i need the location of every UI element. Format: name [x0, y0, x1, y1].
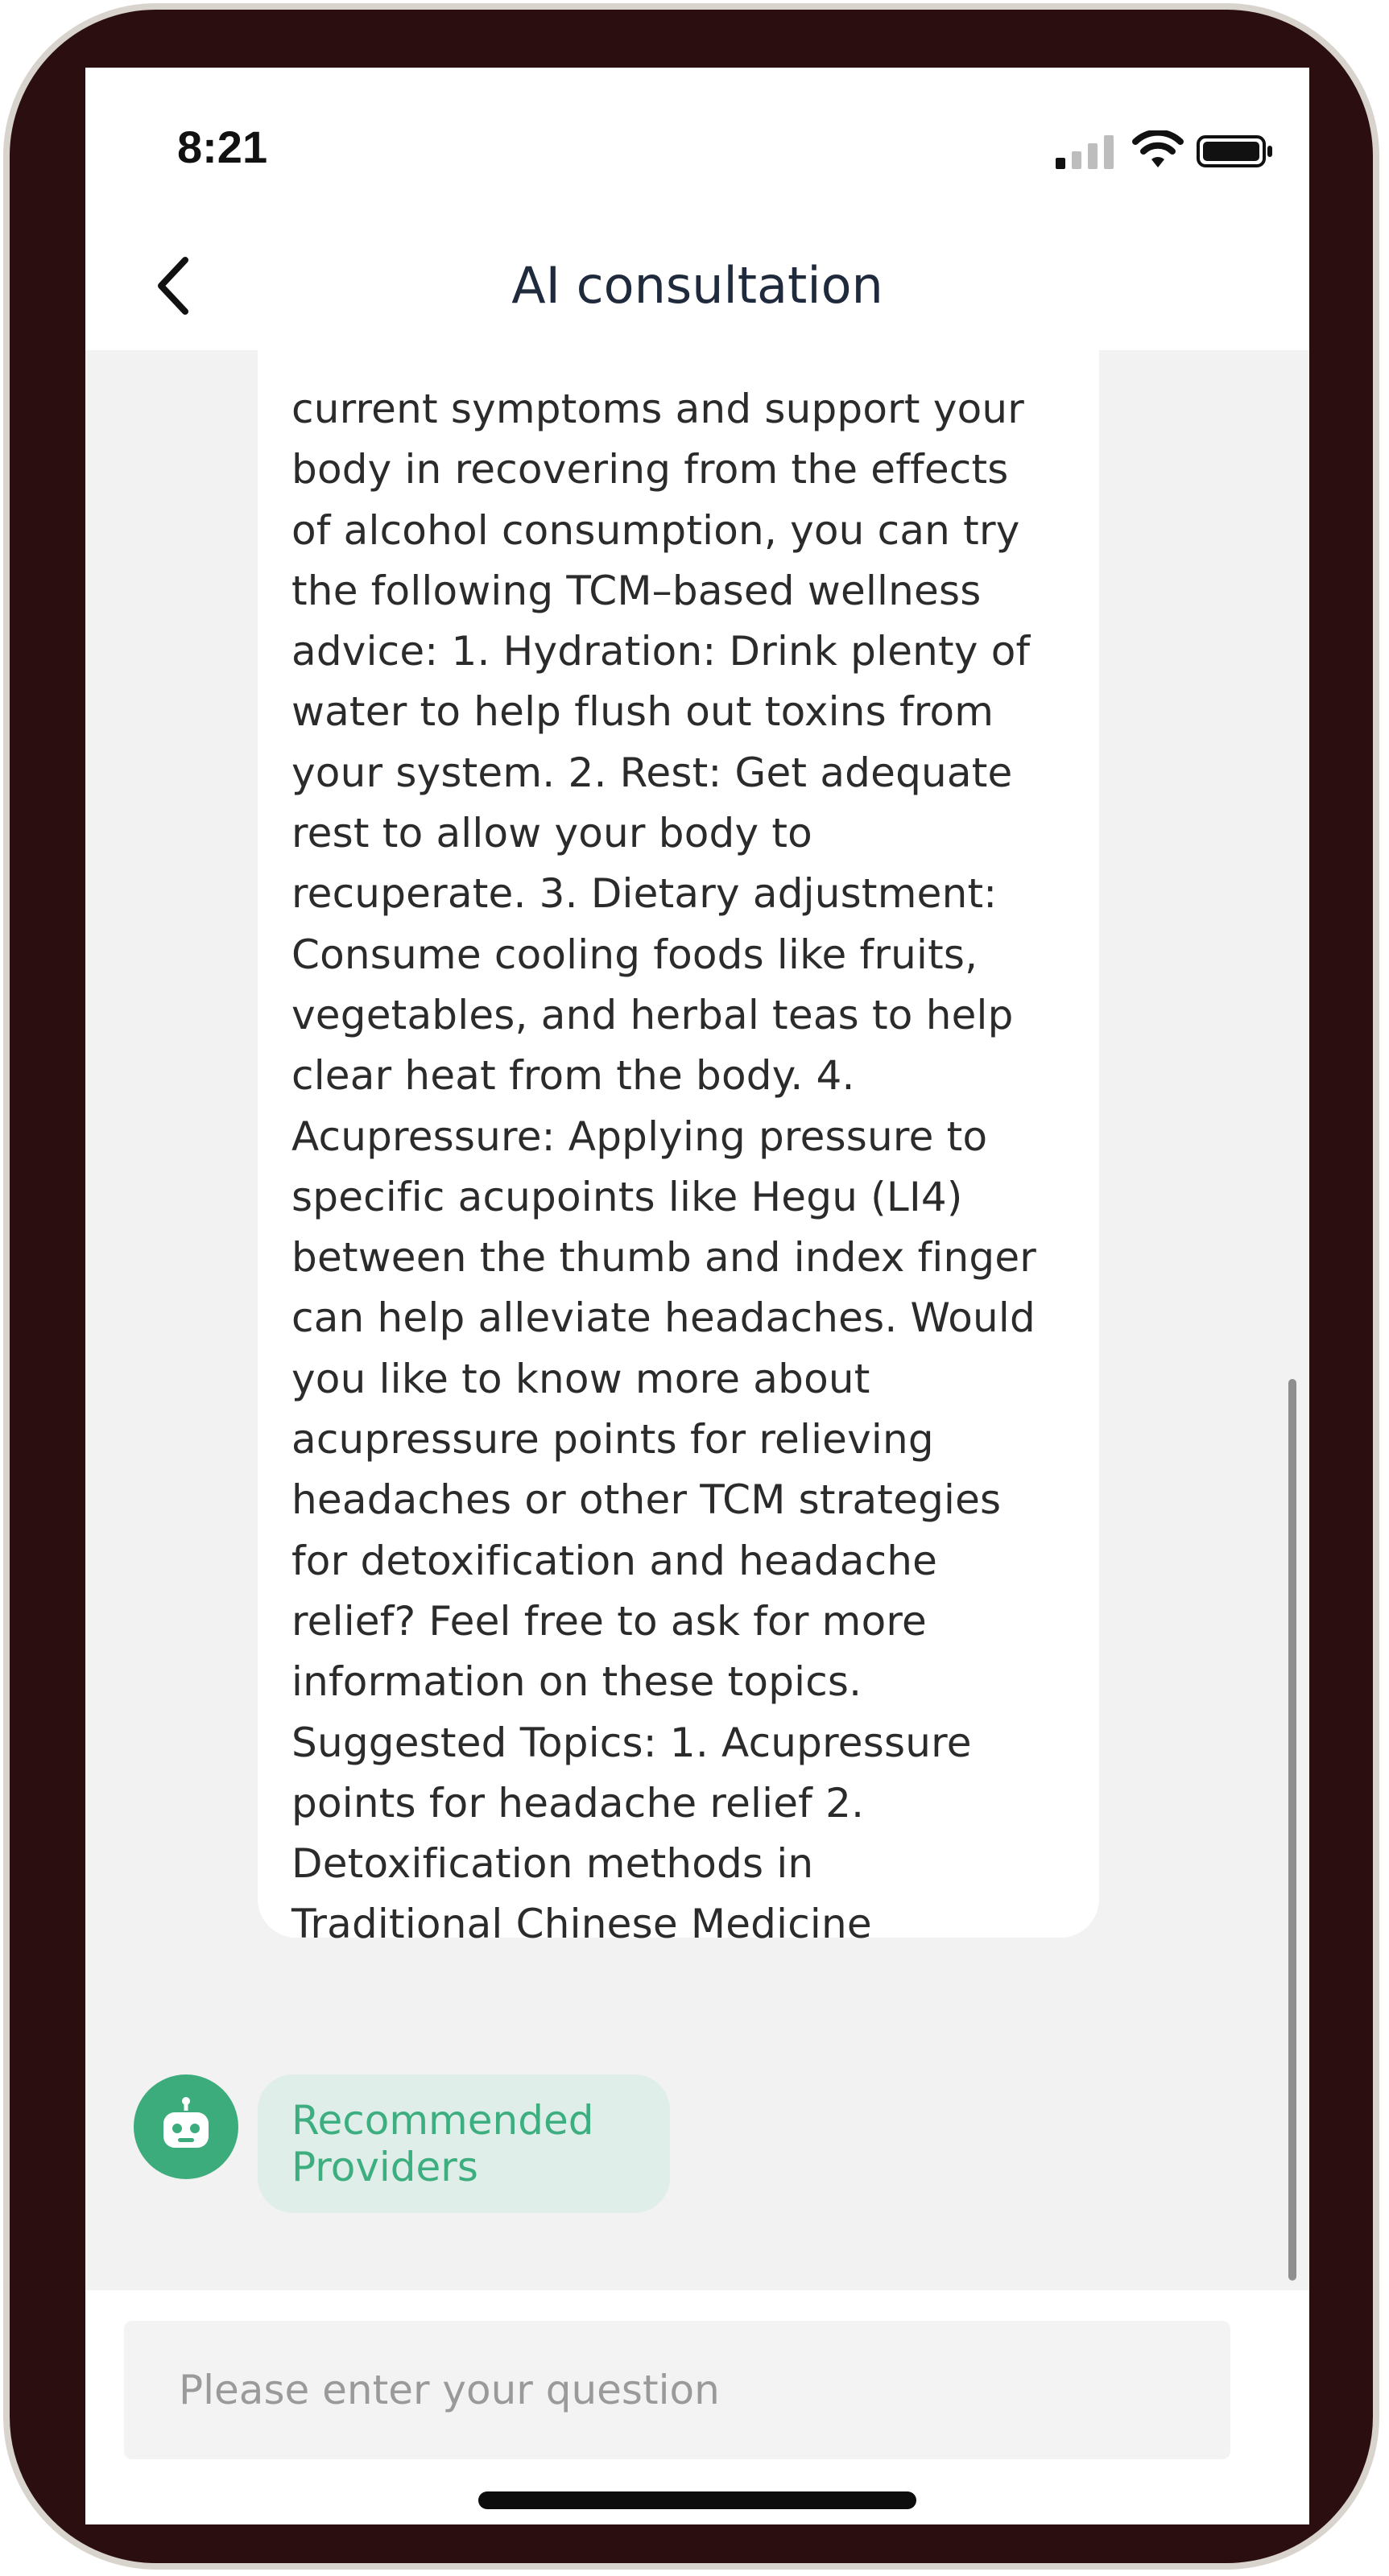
page-title: AI consultation — [511, 256, 883, 315]
recommended-providers-button[interactable] — [258, 2074, 670, 2213]
home-indicator — [478, 2491, 916, 2509]
bot-avatar — [134, 2074, 238, 2179]
app-screen — [85, 68, 1309, 2524]
navigation-header — [85, 225, 1309, 350]
cellular-signal-icon — [1056, 134, 1117, 169]
question-input[interactable] — [124, 2321, 1230, 2459]
status-time: 8:21 — [177, 122, 268, 172]
chat-area[interactable] — [85, 350, 1309, 2290]
robot-icon — [154, 2095, 218, 2159]
bot-message-text: current symptoms and support your body in recovering from the effects of alcohol consumption, you can try the following TCM–based wellness advice: 1. Hydration: Drink plenty of water to help flush out toxins from your system. 2. Rest: Get adequate rest to allow your body to recuperate. 3. Dietary adjustment: Consume cooling foods like fruits, vegetables, and herbal teas to help clear heat from the body. 4. Acupressure: Applying pressure to specific acupoints like Hegu (LI4) between the thumb and index finger can help alleviate headaches. Would you like to know more about acupressure points for relieving headaches or other TCM strategies for detoxification and headache relief? Feel free to ask for more information on these topics. Suggested Topics: 1. Acupressure points for headache relief 2. Detoxification methods in Traditional Chinese Medicine — [291, 386, 1037, 1948]
scrollbar-thumb[interactable] — [1288, 1379, 1296, 2281]
status-bar — [85, 68, 1309, 225]
input-area — [85, 2290, 1309, 2524]
recommended-providers-label: Recommended Providers — [291, 2097, 594, 2190]
wifi-icon — [1132, 130, 1184, 171]
bot-message-bubble — [258, 350, 1099, 1948]
battery-icon — [1197, 134, 1274, 169]
